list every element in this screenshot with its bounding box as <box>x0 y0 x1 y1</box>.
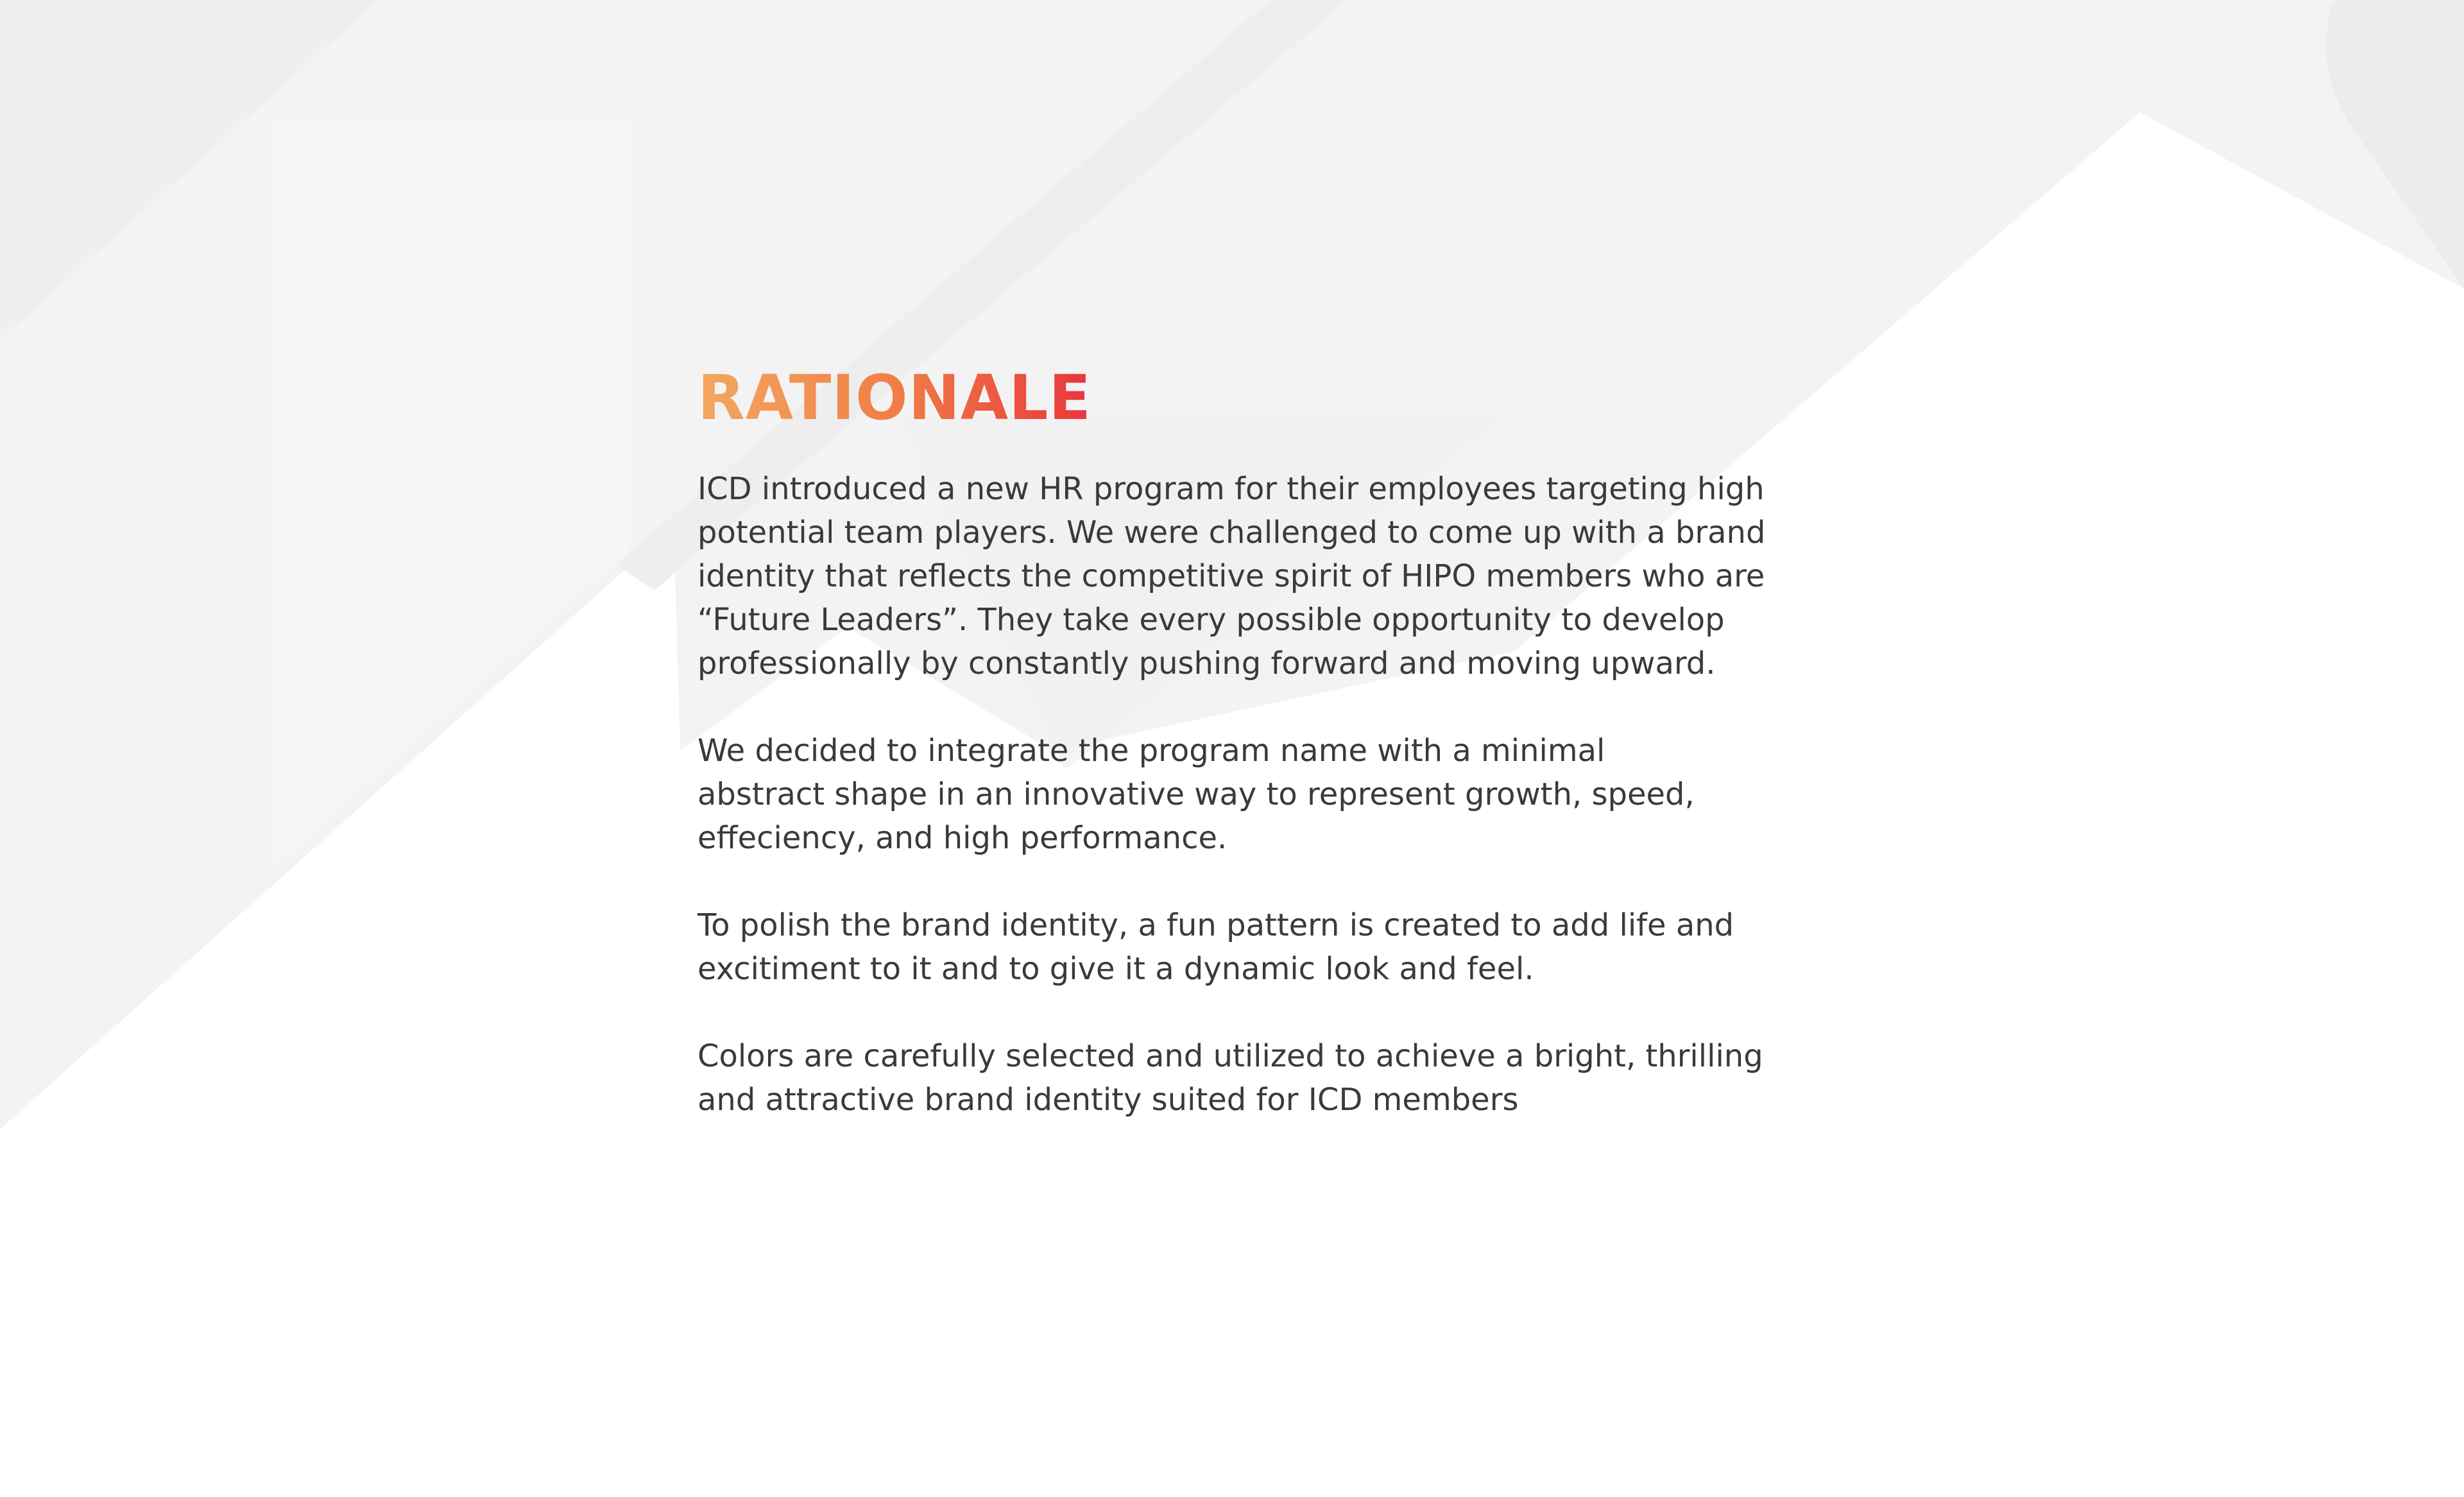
paragraph-pattern: To polish the brand identity, a fun pattern is created to add life and excitiment to it and to give it a dynamic look and feel. <box>697 907 1734 987</box>
paragraph-colors: Colors are carefully selected and utilized to achieve a bright, thrilling and attractive brand identity suited for ICD members <box>697 1038 1763 1118</box>
rationale-section <box>697 359 1801 1122</box>
page-title: RATIONALE <box>697 359 1091 436</box>
paragraph-intro: ICD introduced a new HR program for their employees targeting high potential team players. We were challenged to come up with a brand identity that reflects the competitive spirit of HIPO members who are “Future Leaders”. They take every possible opportunity to develop professionally by constantly pushing forward and moving upward. <box>697 471 1766 681</box>
paragraph-concept: We decided to integrate the program name with a minimal abstract shape in an innovative way to represent growth, speed, effeciency, and high performance. <box>697 733 1695 856</box>
background-panel-left <box>270 115 629 873</box>
